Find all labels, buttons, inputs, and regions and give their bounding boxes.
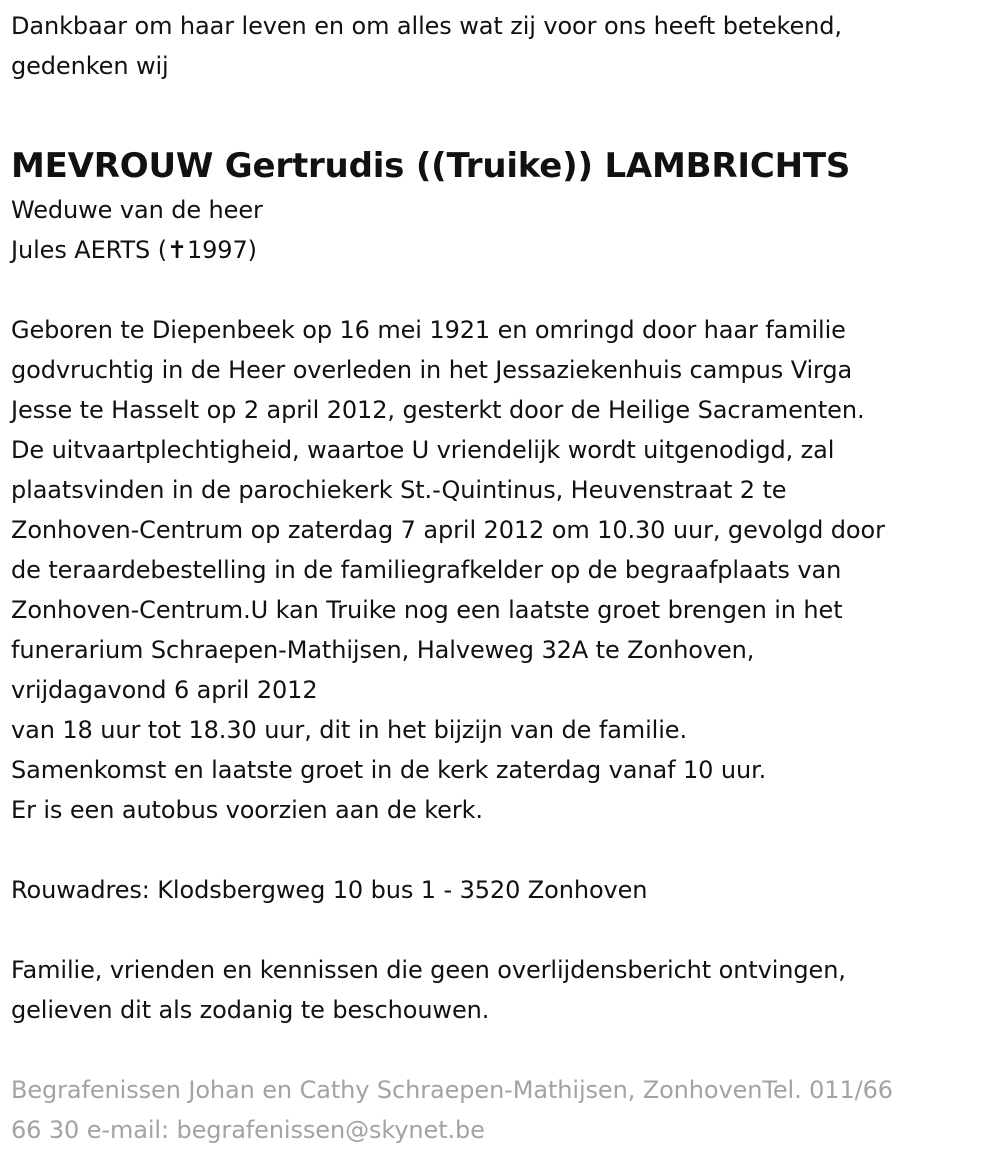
- announcement-line: vrijdagavond 6 april 2012: [11, 676, 318, 704]
- footer-line: Begrafenissen Johan en Cathy Schraepen-Mathijsen, ZonhovenTel. 011/66: [11, 1076, 893, 1104]
- announcement-line: de teraardebestelling in de familiegrafkelder op de begraafplaats van: [11, 556, 842, 584]
- announcement-line: plaatsvinden in de parochiekerk St.-Quintinus, Heuvenstraat 2 te: [11, 476, 787, 504]
- announcement-line: Zonhoven-Centrum op zaterdag 7 april 2012 om 10.30 uur, gevolgd door: [11, 516, 885, 544]
- relation-text: [11, 190, 991, 270]
- announcement-text: [11, 310, 991, 830]
- funeral-home-footer: [11, 1070, 991, 1150]
- spacer: [11, 270, 991, 310]
- intro-text: [11, 6, 991, 86]
- relation-line: Jules AERTS (✝1997): [11, 236, 257, 264]
- relation-line: Weduwe van de heer: [11, 196, 263, 224]
- announcement-line: De uitvaartplechtigheid, waartoe U vriendelijk wordt uitgenodigd, zal: [11, 436, 835, 464]
- notice-text: [11, 950, 991, 1030]
- obituary-document: [11, 6, 991, 1150]
- announcement-line: van 18 uur tot 18.30 uur, dit in het bijzijn van de familie.: [11, 716, 687, 744]
- spacer: [11, 1030, 991, 1070]
- announcement-line: Jesse te Hasselt op 2 april 2012, gesterkt door de Heilige Sacramenten.: [11, 396, 865, 424]
- announcement-line: Samenkomst en laatste groet in de kerk zaterdag vanaf 10 uur.: [11, 756, 767, 784]
- spacer: [11, 830, 991, 870]
- notice-line: Familie, vrienden en kennissen die geen overlijdensbericht ontvingen,: [11, 956, 846, 984]
- mourning-address: Rouwadres: Klodsbergweg 10 bus 1 - 3520 Zonhoven: [11, 876, 648, 904]
- announcement-line: funerarium Schraepen-Mathijsen, Halveweg 32A te Zonhoven,: [11, 636, 755, 664]
- spacer: [11, 910, 991, 950]
- notice-line: gelieven dit als zodanig te beschouwen.: [11, 996, 490, 1024]
- announcement-line: Er is een autobus voorzien aan de kerk.: [11, 796, 483, 824]
- announcement-line: Geboren te Diepenbeek op 16 mei 1921 en omringd door haar familie: [11, 316, 846, 344]
- intro-line: gedenken wij: [11, 52, 169, 80]
- announcement-line: Zonhoven-Centrum.U kan Truike nog een laatste groet brengen in het: [11, 596, 843, 624]
- intro-line: Dankbaar om haar leven en om alles wat zij voor ons heeft betekend,: [11, 12, 842, 40]
- deceased-name: MEVROUW Gertrudis ((Truike)) LAMBRICHTS: [11, 146, 851, 186]
- footer-line: 66 30 e-mail: begrafenissen@skynet.be: [11, 1116, 485, 1144]
- announcement-line: godvruchtig in de Heer overleden in het Jessaziekenhuis campus Virga: [11, 356, 853, 384]
